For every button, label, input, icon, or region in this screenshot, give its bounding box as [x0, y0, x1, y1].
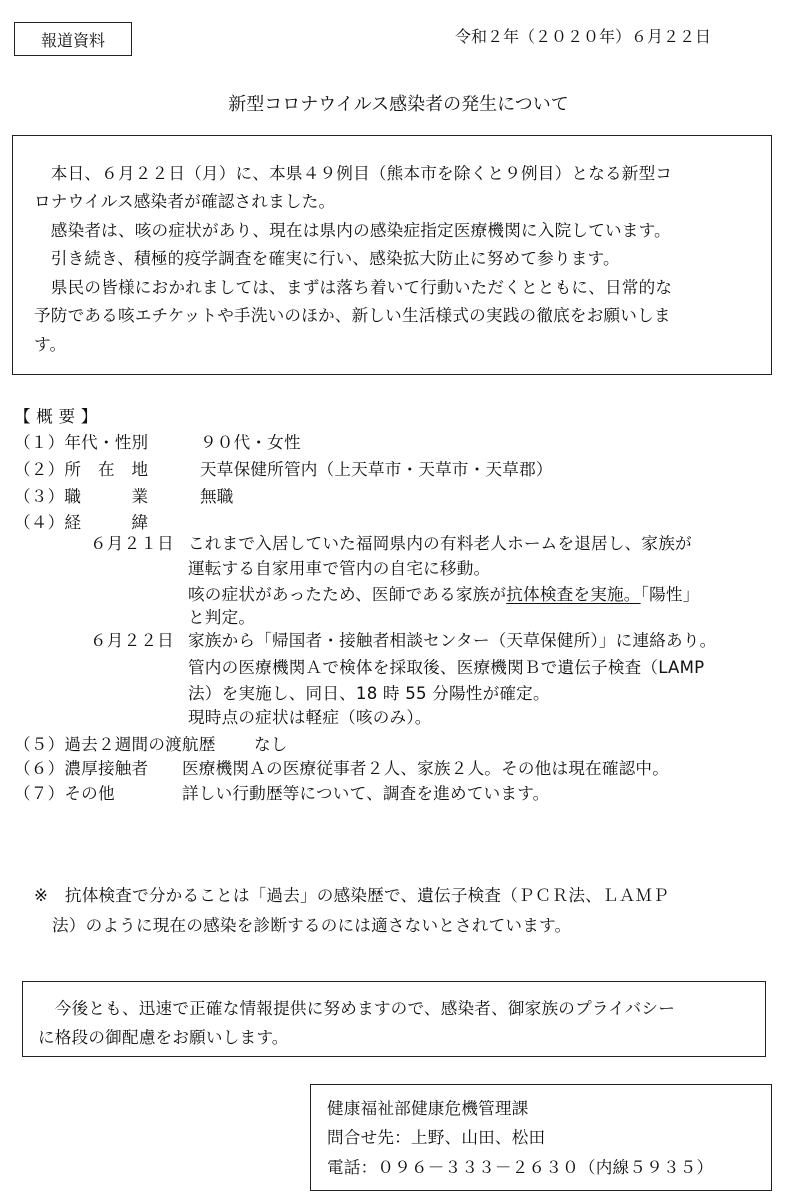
privacy-line: 今後とも、迅速で正確な情報提供に努めますので、感染者、御家族のプライバシー [38, 999, 675, 1018]
history-text-part: 「陽性」 [640, 585, 700, 604]
summary-line: 本日、６月２２日（月）に、本県４９例目（熊本市を除くと９例目）となる新型コ [34, 164, 673, 183]
contact-value: 医療機関Ａの医療従事者２人、家族２人。その他は現在確認中。 [182, 759, 670, 778]
other-value: 詳しい行動歴等について、調査を進めています。 [182, 784, 550, 803]
page-title: 新型コロナウイルス感染者の発生について [228, 94, 569, 115]
travel-label: （５）過去２週間の渡航歴 [14, 735, 216, 754]
summary-line: ロナウイルス感染者が確認されました。 [34, 192, 336, 211]
history-text: 家族から「帰国者・接触者相談センター（天草保健所）」に連絡あり。 [188, 631, 717, 650]
press-release-label: 報道資料 [40, 30, 105, 50]
note-line: 法）のように現在の感染を診断するのには適さないとされています。 [52, 916, 572, 935]
history-text: 現時点の症状は軽症（咳のみ）。 [188, 708, 432, 727]
contact-label: （６）濃厚接触者 [14, 759, 149, 778]
other-label: （７）その他 [14, 784, 115, 803]
summary-line: す。 [34, 335, 67, 354]
history-label: （４）経 緯 [14, 513, 149, 532]
inquiry-persons: 問合せ先：上野、山田、松田 [327, 1128, 546, 1147]
history-text [188, 581, 699, 605]
location-value: 天草保健所管内（上天草市・天草市・天草郡） [200, 460, 553, 479]
history-text: 法）を実施し、同日、18 時 55 分陽性が確定。 [188, 684, 550, 703]
summary-line: 予防である咳エチケットや手洗いのほか、新しい生活様式の実践の徹底をお願いしま [34, 306, 671, 325]
job-label: （３）職 業 [14, 487, 149, 506]
age-label: （１）年代・性別 [14, 433, 149, 452]
overview-heading: 【 概 要 】 [14, 407, 98, 426]
summary-line: 県民の皆様におかれましては、まずは落ち着いて行動いただくとともに、日常的な [34, 278, 673, 297]
history-text: これまで入居していた福岡県内の有料老人ホームを退居し、家族が [188, 534, 692, 553]
history-text-part: 咳の症状があったため、医師である家族が [188, 585, 507, 604]
summary-line: 引き続き、積極的疫学調査を確実に行い、感染拡大防止に努めて参ります。 [34, 249, 620, 268]
summary-line: 感染者は、咳の症状があり、現在は県内の感染症指定医療機関に入院しています。 [34, 221, 671, 240]
location-label: （２）所 在 地 [14, 460, 149, 479]
history-date-2: ６月２２日 [90, 631, 174, 650]
history-text: 管内の医療機関Ａで検体を採取後、医療機関Ｂで遺伝子検査（LAMP [188, 658, 705, 677]
travel-value: なし [254, 735, 288, 754]
press-release-badge [14, 22, 132, 56]
phone-number: 電話：０９６－３３３－２６３０（内線５９３５） [327, 1158, 714, 1177]
department-name: 健康福祉部健康危機管理課 [327, 1099, 529, 1118]
history-text: 運転する自家用車で管内の自宅に移動。 [188, 559, 491, 578]
release-date: 令和２年（２０２０年）６月２２日 [455, 27, 712, 46]
history-date-1: ６月２１日 [90, 534, 174, 553]
note-line: ※ 抗体検査で分かることは「過去」の感染歴で、遺伝子検査（ＰＣＲ法、ＬＡＭＰ [34, 886, 670, 905]
age-value: ９０代・女性 [200, 433, 301, 452]
privacy-line: に格段の御配慮をお願いします。 [38, 1028, 289, 1047]
history-text: と判定。 [188, 608, 256, 627]
job-value: 無職 [200, 487, 234, 506]
antibody-test-underlined: 抗体検査を実施。 [506, 585, 641, 604]
